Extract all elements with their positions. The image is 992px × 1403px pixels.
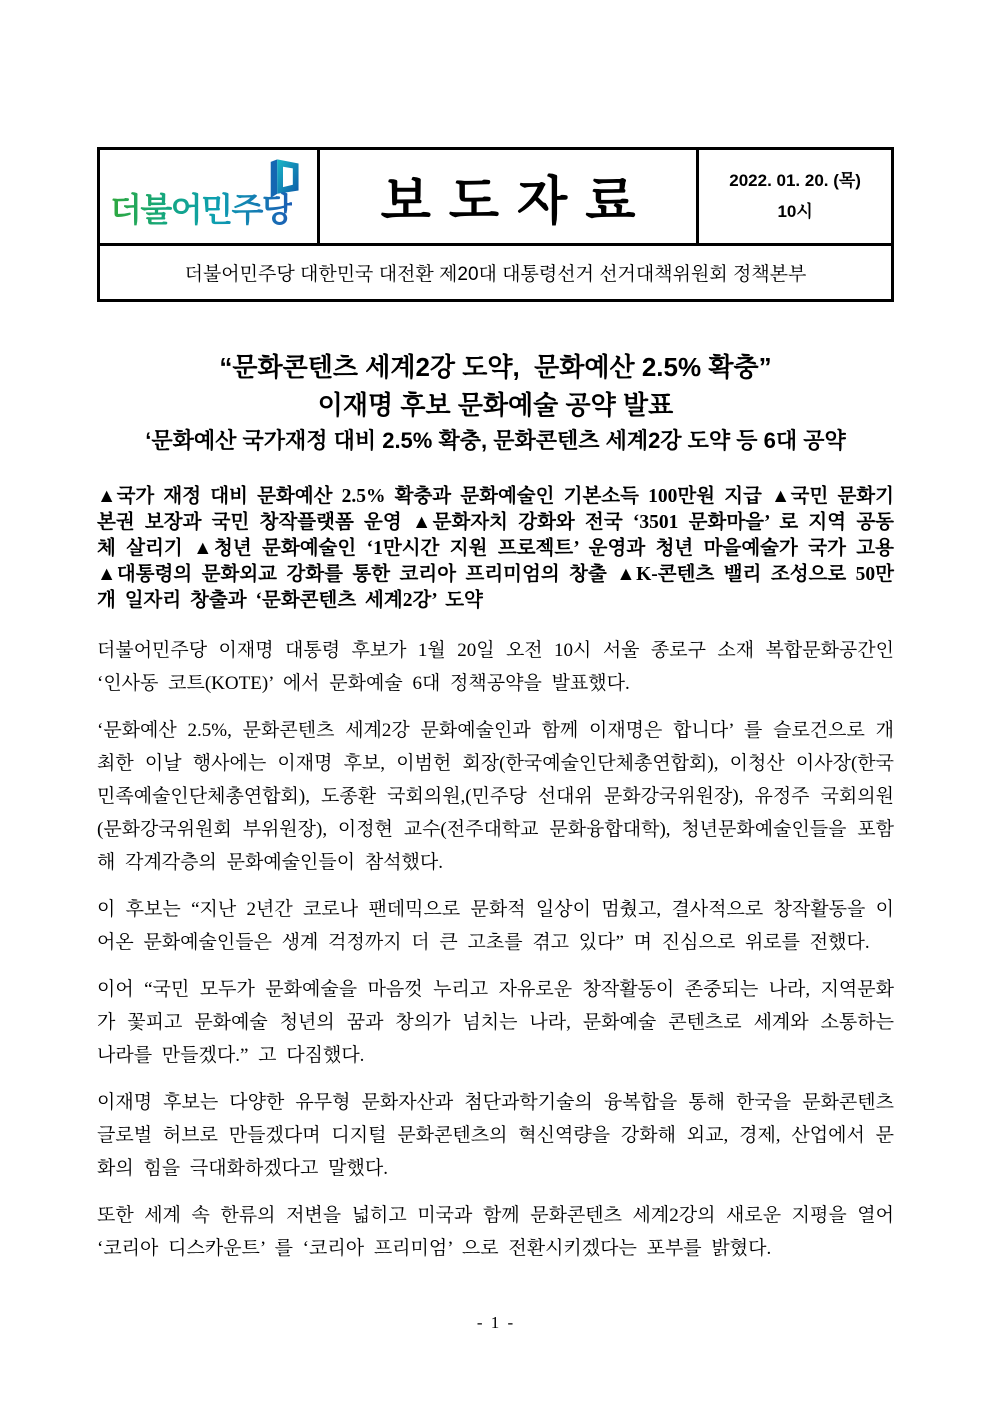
headline-block bbox=[97, 348, 894, 458]
page-number: - 1 - bbox=[476, 1313, 516, 1332]
doc-type-title: 보도자료 bbox=[380, 173, 654, 231]
party-logo-cell bbox=[99, 149, 319, 245]
body-paragraph: 이 후보는 “지난 2년간 코로나 팬데믹으로 문화적 일상이 멈췄고, 결사적으로 창작활동을 이어온 문화예술인들은 생계 걱정까지 더 큰 고초를 겪고 있다” 며 진심으로 위로를 전했다. bbox=[97, 899, 894, 953]
release-time: 10시 bbox=[777, 201, 813, 221]
body-paragraph: 또한 세계 속 한류의 저변을 넓히고 미국과 함께 문화콘텐츠 세계2강의 새로운 지평을 열어 ‘코리아 디스카운트’ 를 ‘코리아 프리미엄’ 으로 전환시키겠다는 포부를 밝혔다. bbox=[97, 1205, 894, 1259]
body-paragraph: ‘문화예산 2.5%, 문화콘텐츠 세계2강 문화예술인과 함께 이재명은 합니다’ 를 슬로건으로 개최한 이날 행사에는 이재명 후보, 이범헌 회장(한국예술인단체총연합회), 이청산 이사장(한국민족예술인단체총연합회), 도종환 국회의원,(민주당 선대위 문화강국위원장), 유정주 국회의원(문화강국위원회 부위원장), 이정현 교수(전주대학교 문화융합대학), 청년문화예술인들을 포함해 각계각층의 문화예술인들이 참석했다. bbox=[97, 720, 894, 873]
org-line: 더불어민주당 대한민국 대전환 제20대 대통령선거 선거대책위원회 정책본부 bbox=[99, 245, 893, 301]
body-paragraph: 이어 “국민 모두가 문화예술을 마음껏 누리고 자유로운 창작활동이 존중되는 나라, 지역문화가 꽃피고 문화예술 청년의 꿈과 창의가 넘치는 나라, 문화예술 콘텐츠로 세계와 소통하는 나라를 만들겠다.” 고 다짐했다. bbox=[97, 979, 894, 1066]
summary-paragraph: ▲국가 재정 대비 문화예산 2.5% 확충과 문화예술인 기본소득 100만원 지급 ▲국민 문화기본권 보장과 국민 창작플랫폼 운영 ▲문화자치 강화와 전국 ‘3501 문화마을’ 로 지역 공동체 살리기 ▲청년 문화예술인 ‘1만시간 지원 프로젝트’ 운영과 청년 마을예술가 국가 고용 ▲대통령의 문화외교 강화를 통한 코리아 프리미엄의 창출 ▲K-콘텐츠 밸리 조성으로 50만개 일자리 창출과 ‘문화콘텐츠 세계2강’ 도약 bbox=[97, 486, 894, 611]
headline-quote: “문화콘텐츠 세계2강 도약, 문화예산 2.5% 확충” bbox=[219, 352, 772, 382]
headline-main: 이재명 후보 문화예술 공약 발표 bbox=[317, 390, 674, 420]
body-text bbox=[97, 634, 894, 1265]
document-content bbox=[97, 147, 894, 1279]
headline-sub: ‘문화예산 국가재정 대비 2.5% 확충, 문화콘텐츠 세계2강 도약 등 6대 공약 bbox=[145, 428, 846, 453]
release-date-cell bbox=[698, 149, 893, 245]
party-logo bbox=[100, 150, 317, 243]
body-paragraph: 이재명 후보는 다양한 유무형 문화자산과 첨단과학기술의 융복합을 통해 한국을 문화콘텐츠 글로벌 허브로 만들겠다며 디지털 문화콘텐츠의 혁신역량을 강화해 외교, 경제, 산업에서 문화의 힘을 극대화하겠다고 말했다. bbox=[97, 1092, 894, 1179]
press-release-header bbox=[97, 147, 894, 302]
doc-type-cell bbox=[318, 149, 697, 245]
body-paragraph: 더불어민주당 이재명 대통령 후보가 1월 20일 오전 10시 서울 종로구 소재 복합문화공간인 ‘인사동 코트(KOTE)’ 에서 문화예술 6대 정책공약을 발표했다. bbox=[97, 640, 894, 694]
release-date: 2022. 01. 20. (목) bbox=[729, 170, 861, 190]
party-logo-text: 더불어민주당 bbox=[110, 184, 292, 231]
